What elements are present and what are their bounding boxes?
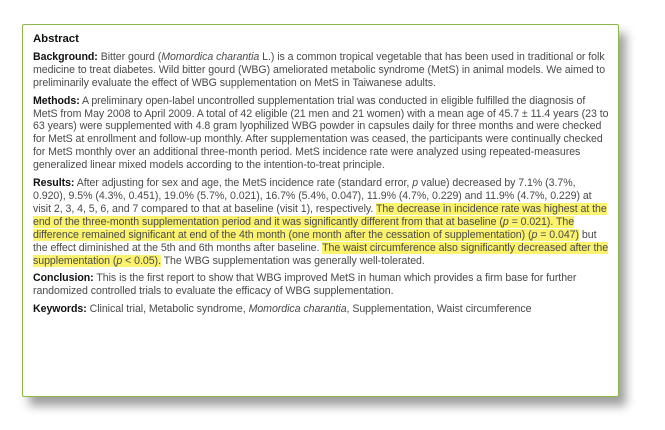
background-text-1: Bitter gourd (	[100, 50, 162, 63]
results-text-4: The WBG supplementation was generally well-tolerated.	[160, 254, 425, 267]
highlight-2-text-a: The waist circumference also significantly decreased after the supplementation (	[33, 241, 609, 267]
keywords-label: Keywords:	[33, 303, 87, 316]
abstract-body	[33, 33, 610, 321]
results-p-1: p	[412, 177, 419, 190]
highlight-2-text-b: < 0.05).	[122, 254, 161, 267]
methods-paragraph	[33, 95, 610, 172]
abstract-heading: Abstract	[33, 33, 79, 45]
methods-label: Methods:	[33, 94, 80, 107]
highlight-2-p: p	[116, 254, 123, 267]
background-text-2: L.) is a common tropical vegetable that has been used in traditional or folk medicine to treat diabetes. Wild bitter gourd (WBG) ameliorated metabolic syndrome (MetS) in animal models. We aimed to preliminarily evaluate the effect of WBG supplementation on MetS in Taiwanese adults.	[33, 50, 606, 89]
highlight-1-text-c: = 0.047)	[537, 228, 580, 241]
keywords-text-2: , Supplementation, Waist circumference	[346, 303, 532, 316]
conclusion-paragraph	[33, 272, 610, 298]
results-text-3: but the effect diminished at the 5th and 6th months after baseline.	[33, 228, 597, 254]
keywords-text-1: Clinical trial, Metabolic syndrome,	[89, 303, 249, 316]
results-label: Results:	[33, 177, 75, 190]
highlight-1-text-a: The decrease in incidence rate was highest at the end of the three-month supplementation period and it was significantly different from that at baseline (	[33, 202, 607, 228]
highlight-1-p-b: p	[531, 228, 538, 241]
conclusion-text: This is the first report to show that WBG improved MetS in human which provides a firm base for further randomized controlled trials to evaluate the efficacy of WBG supplementation.	[33, 272, 577, 298]
keywords-paragraph	[33, 303, 610, 316]
keywords-species: Momordica charantia	[248, 303, 347, 316]
background-label: Background:	[33, 50, 98, 63]
highlight-1-p-a: p	[502, 215, 509, 228]
conclusion-label: Conclusion:	[33, 272, 94, 285]
background-paragraph	[33, 51, 610, 90]
highlight-1-text-b: = 0.021). The difference remained significant at end of the 4th month (one month after the cessation of supplementation) (	[33, 215, 575, 241]
background-species: Momordica charantia	[161, 50, 260, 63]
results-text-2: value) decreased by 7.1% (3.7%, 0.920), 9.5% (4.3%, 0.451), 19.0% (5.7%, 0.021), 16.7% (5.4%, 0.047), 11.9% (4.7%, 0.229) and 11.9% (4.7%, 0.229) at visit 2, 3, 4, 5, 6, and 7 compared to that at baseline (visit 1), respectively.	[33, 177, 592, 215]
abstract-card	[22, 24, 619, 397]
results-text-1: After adjusting for sex and age, the MetS incidence rate (standard error,	[76, 177, 413, 190]
results-paragraph	[33, 177, 610, 267]
methods-text: A preliminary open-label uncontrolled supplementation trial was conducted in eligible fulfilled the diagnosis of MetS from May 2008 to April 2009. A total of 42 eligible (21 men and 21 women) with a mean age of 45.7 ± 11.4 years (23 to 63 years) were supplemented with 4.8 gram lyophilized WBG powder in capsules daily for three months and were checked for MetS at enrollment and follow-up monthly. After supplementation was ceased, the participants were continually checked for MetS monthly over an additional three-month period. MetS incidence rate were analyzed using repeated-measures generalized linear mixed models according to the intention-to-treat principle.	[33, 94, 609, 172]
